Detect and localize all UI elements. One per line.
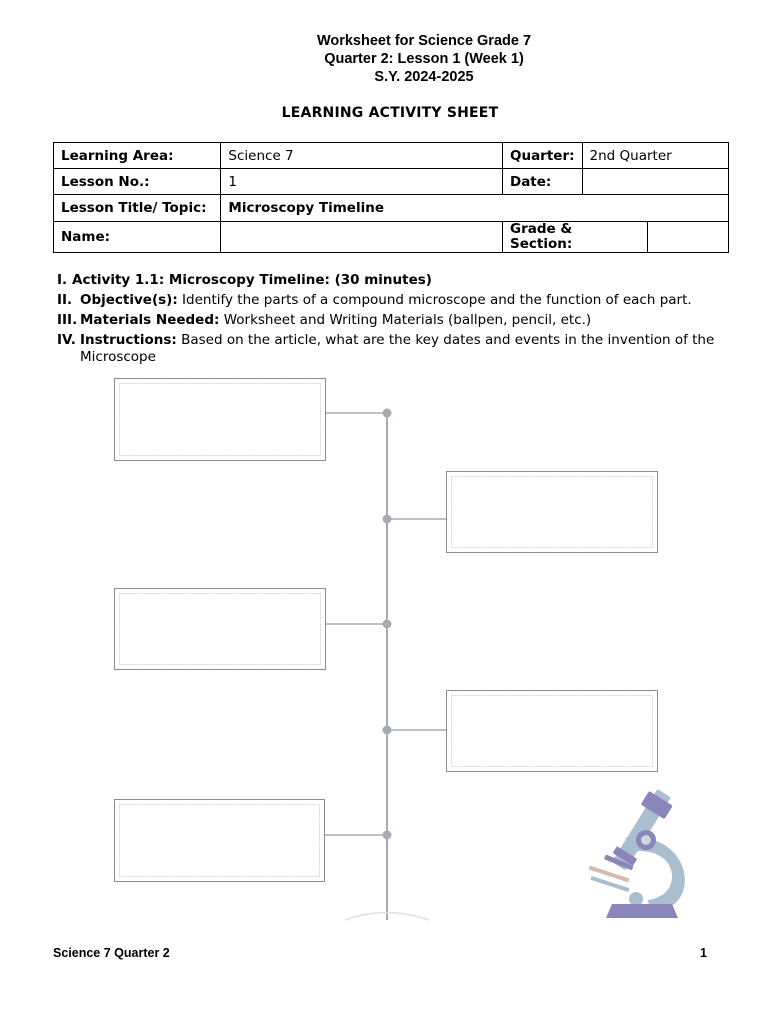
timeline-branch-1: [325, 409, 392, 418]
activity-title: Activity 1.1: Microscopy Timeline: (30 minutes): [72, 272, 432, 288]
instructions-label: Instructions:: [80, 332, 177, 348]
quarter-label: Quarter:: [502, 143, 582, 169]
timeline-branch-5: [324, 831, 392, 840]
timeline-branch-2: [383, 515, 448, 524]
materials-label: Materials Needed:: [80, 312, 220, 328]
objectives-label: Objective(s):: [80, 292, 178, 308]
lesson-no-value: 1: [221, 169, 503, 195]
lesson-title-value: Microscopy Timeline: [221, 195, 729, 222]
grade-section-label-line-2: Section:: [509, 236, 573, 252]
timeline-branch-4: [383, 726, 448, 735]
timeline-box-1[interactable]: [115, 379, 326, 461]
instructions-text: Based on the article, what are the key dates and events in the invention of the Microscope: [80, 332, 715, 365]
header-line-2: Quarter 2: Lesson 1 (Week 1): [324, 51, 524, 67]
sheet-title: LEARNING ACTIVITY SHEET: [281, 105, 499, 121]
grade-section-label-line-1: Grade &: [509, 221, 573, 237]
header-line-1: Worksheet for Science Grade 7: [316, 33, 532, 49]
timeline-box-4[interactable]: [447, 691, 658, 772]
item-number: III.: [57, 312, 78, 328]
materials-text: Worksheet and Writing Materials (ballpen, pencil, etc.): [223, 312, 592, 328]
timeline-box-2[interactable]: [447, 472, 658, 553]
learning-area-value: Science 7: [221, 143, 503, 169]
name-label: Name:: [54, 222, 221, 253]
microscope-icon: [588, 786, 684, 918]
learning-area-label: Learning Area:: [54, 143, 221, 169]
page-number: 1: [700, 946, 707, 960]
item-number: I.: [57, 272, 68, 288]
lesson-title-label: Lesson Title/ Topic:: [54, 195, 221, 222]
item-number: II.: [57, 292, 73, 308]
timeline-box-5[interactable]: [115, 800, 325, 882]
lesson-no-label: Lesson No.:: [54, 169, 221, 195]
timeline-box-3[interactable]: [115, 589, 326, 670]
objectives-text: Identify the parts of a compound microscope and the function of each part.: [182, 292, 692, 308]
header-line-3: S.Y. 2024-2025: [374, 69, 474, 85]
timeline-branch-3: [325, 620, 392, 629]
quarter-value: 2nd Quarter: [582, 143, 728, 169]
item-number: IV.: [57, 332, 76, 348]
footer-left: Science 7 Quarter 2: [53, 946, 170, 960]
date-label: Date:: [502, 169, 582, 195]
